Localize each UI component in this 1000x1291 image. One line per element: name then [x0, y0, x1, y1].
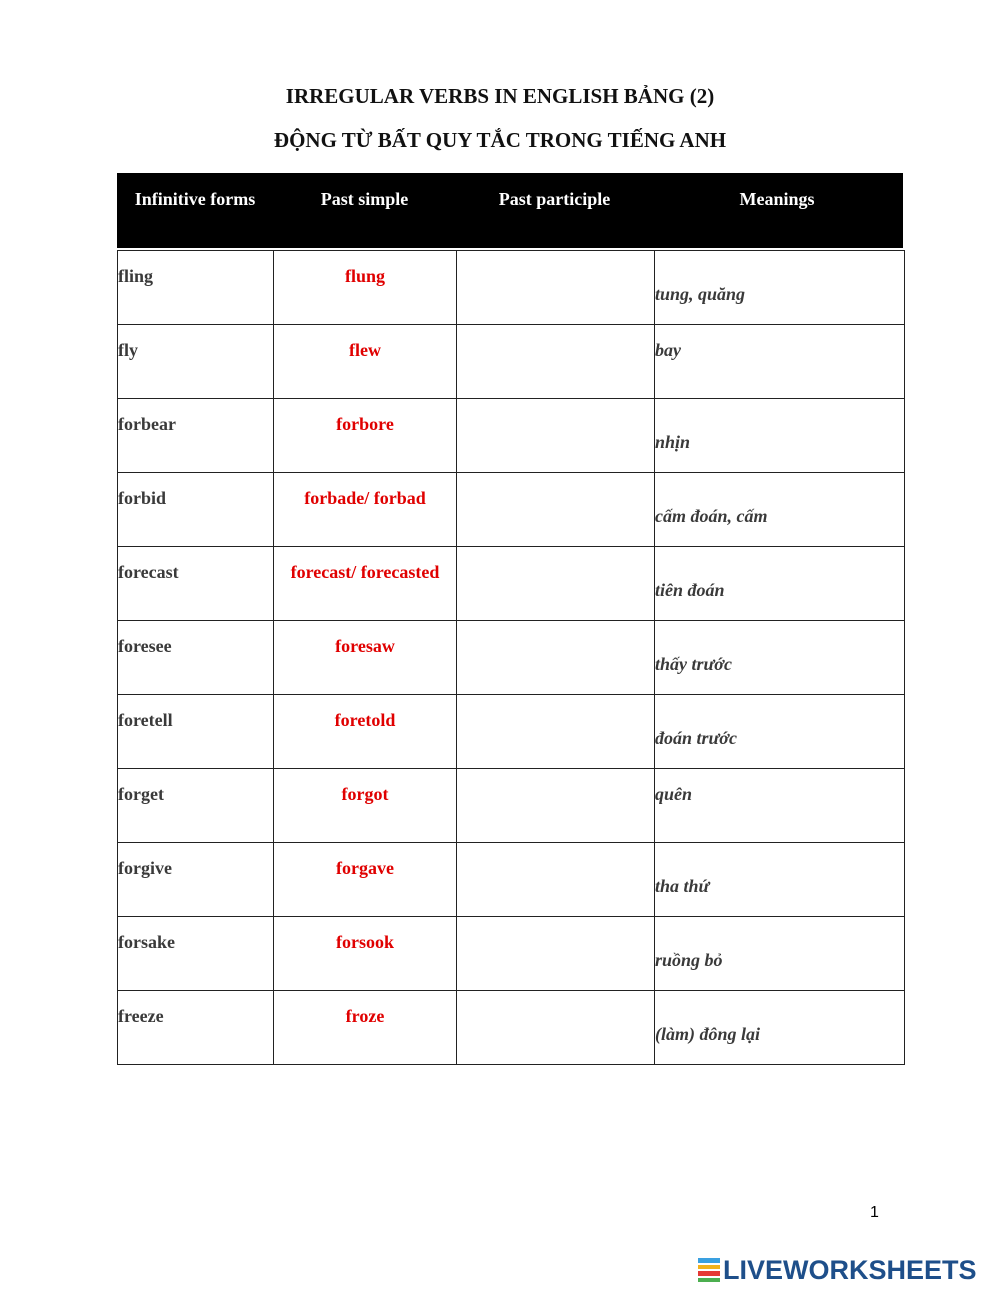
meaning-text: bay [655, 340, 681, 360]
past-participle-cell[interactable] [457, 695, 655, 769]
past-simple-text: forbade/ forbad [304, 488, 426, 508]
past-participle-cell[interactable] [457, 843, 655, 917]
infinitive-text: forbid [118, 488, 167, 508]
past-simple-text: foresaw [335, 636, 395, 656]
table-row [118, 621, 905, 695]
past-participle-cell[interactable] [457, 399, 655, 473]
logo-text: LIVEWORKSHEETS [723, 1254, 977, 1285]
meaning-text: cấm đoán, cấm [655, 506, 768, 526]
infinitive-cell [118, 251, 274, 325]
infinitive-cell [118, 769, 274, 843]
table-row [118, 547, 905, 621]
past-simple-text: forbore [336, 414, 394, 434]
table-row [118, 769, 905, 843]
past-simple-text: forsook [336, 932, 394, 952]
infinitive-cell [118, 399, 274, 473]
infinitive-text: fling [118, 266, 154, 286]
meaning-text: tiên đoán [655, 580, 725, 600]
header-past-simple: Past simple [320, 189, 409, 209]
document-title: IRREGULAR VERBS IN ENGLISH BẢNG (2) [285, 84, 715, 108]
past-simple-text: foretold [334, 710, 396, 730]
header-meanings: Meanings [739, 189, 815, 209]
past-simple-cell [274, 991, 457, 1065]
past-simple-cell [274, 769, 457, 843]
meaning-text: thấy trước [655, 654, 732, 674]
header-infinitive: Infinitive forms [134, 189, 256, 209]
past-participle-cell[interactable] [457, 621, 655, 695]
infinitive-text: foresee [118, 636, 172, 656]
meaning-cell [655, 251, 905, 325]
infinitive-text: foretell [118, 710, 173, 730]
meaning-cell [655, 769, 905, 843]
meaning-cell [655, 325, 905, 399]
past-participle-cell[interactable] [457, 991, 655, 1065]
past-simple-cell [274, 547, 457, 621]
header-past-participle: Past participle [498, 189, 611, 209]
meaning-text: tung, quăng [655, 284, 746, 304]
document-subtitle: ĐỘNG TỪ BẤT QUY TẮC TRONG TIẾNG ANH [273, 128, 727, 152]
table-row [118, 473, 905, 547]
meaning-cell [655, 695, 905, 769]
meaning-cell [655, 473, 905, 547]
past-participle-cell[interactable] [457, 473, 655, 547]
past-participle-cell[interactable] [457, 917, 655, 991]
meaning-cell [655, 547, 905, 621]
infinitive-cell [118, 917, 274, 991]
liveworksheets-logo[interactable] [698, 1256, 977, 1284]
table-row [118, 917, 905, 991]
infinitive-cell [118, 473, 274, 547]
past-simple-text: froze [345, 1006, 385, 1026]
past-simple-text: flew [349, 340, 381, 360]
infinitive-cell [118, 325, 274, 399]
past-simple-text: flung [344, 266, 386, 286]
verbs-table [117, 250, 905, 1065]
past-simple-cell [274, 325, 457, 399]
past-simple-cell [274, 917, 457, 991]
table-header [117, 173, 903, 248]
infinitive-text: forsake [118, 932, 175, 952]
table-row [118, 325, 905, 399]
logo-icon [698, 1257, 720, 1283]
meaning-cell [655, 917, 905, 991]
infinitive-cell [118, 621, 274, 695]
table-row [118, 695, 905, 769]
meaning-cell [655, 843, 905, 917]
meaning-text: quên [655, 784, 693, 804]
meaning-cell [655, 621, 905, 695]
past-simple-cell [274, 621, 457, 695]
table-row [118, 991, 905, 1065]
table-row [118, 399, 905, 473]
meaning-cell [655, 399, 905, 473]
past-simple-text: forecast/ forecasted [290, 562, 440, 582]
infinitive-cell [118, 843, 274, 917]
past-participle-cell[interactable] [457, 251, 655, 325]
meaning-text: ruồng bỏ [655, 950, 723, 970]
meaning-text: tha thứ [655, 876, 710, 896]
meaning-text: (làm) đông lại [655, 1024, 761, 1044]
infinitive-text: forget [118, 784, 164, 804]
table-row [118, 843, 905, 917]
past-participle-cell[interactable] [457, 547, 655, 621]
meaning-text: đoán trước [655, 728, 737, 748]
infinitive-text: forbear [118, 414, 176, 434]
infinitive-cell [118, 695, 274, 769]
infinitive-cell [118, 547, 274, 621]
infinitive-text: forgive [118, 858, 172, 878]
past-simple-text: forgot [341, 784, 389, 804]
meaning-text: nhịn [655, 432, 691, 452]
page-number: 1 [870, 1204, 879, 1221]
infinitive-cell [118, 991, 274, 1065]
past-participle-cell[interactable] [457, 325, 655, 399]
infinitive-text: fly [118, 340, 138, 360]
infinitive-text: forecast [118, 562, 179, 582]
table-row [118, 251, 905, 325]
infinitive-text: freeze [118, 1006, 164, 1026]
past-simple-cell [274, 251, 457, 325]
meaning-cell [655, 991, 905, 1065]
past-simple-cell [274, 695, 457, 769]
past-participle-cell[interactable] [457, 769, 655, 843]
past-simple-cell [274, 473, 457, 547]
past-simple-cell [274, 399, 457, 473]
past-simple-text: forgave [336, 858, 394, 878]
past-simple-cell [274, 843, 457, 917]
